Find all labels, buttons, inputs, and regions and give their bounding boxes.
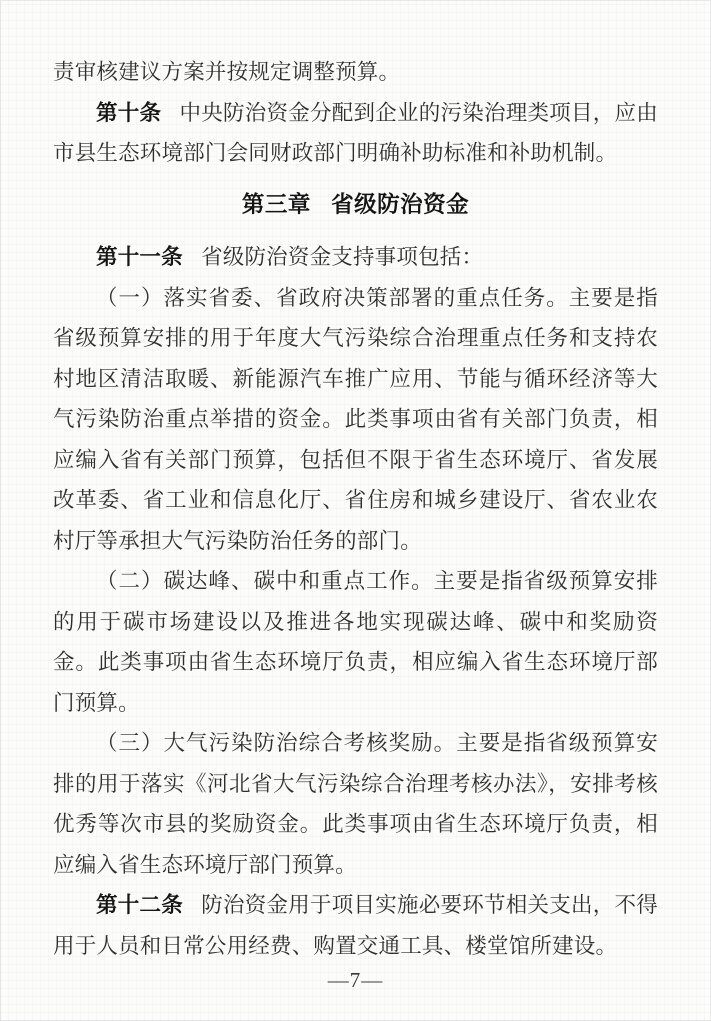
chapter-number: 第三章 — [241, 191, 311, 217]
article-11-label: 第十一条 — [96, 245, 183, 269]
paragraph-item-1: （一）落实省委、省政府决策部署的重点任务。主要是指省级预算安排的用于年度大气污染综合治理重点任务和支持农村地区清洁取暖、新能源汽车推广应用、节能与循环经济等大气污染防治重点举措的资金。此类事项由省有关部门负责，相应编入省有关部门预算，包括但不限于省生态环境厅、省发展改革委、省工业和信息化厅、省住房和城乡建设厅、省农业农村厅等承担大气污染防治任务的部门。 — [53, 285, 658, 553]
paragraph-article-11 — [53, 237, 658, 278]
article-12-label: 第十二条 — [96, 893, 184, 917]
chapter-heading — [53, 185, 658, 226]
article-11-text: 省级防治资金支持事项包括： — [201, 245, 484, 269]
article-12-text: 防治资金用于项目实施必要环节相关支出，不得用于人员和日常公用经费、购置交通工具、楼堂馆所建设。 — [53, 893, 658, 958]
document-body — [53, 52, 658, 966]
page-number: —7— — [327, 968, 384, 992]
chapter-title: 省级防治资金 — [331, 191, 470, 217]
paragraph-item-3: （三）大气污染防治综合考核奖励。主要是指省级预算安排的用于落实《河北省大气污染综合治理考核办法》，安排考核优秀等次市县的奖励资金。此类事项由省生态环境厅负责，相应编入省生态环境厅部门预算。 — [53, 731, 658, 877]
paragraph-article-10 — [53, 93, 658, 174]
article-10-label: 第十条 — [96, 100, 162, 125]
paragraph-article-12 — [53, 885, 658, 966]
paragraph-continuation: 责审核建议方案并按规定调整预算。 — [53, 60, 401, 84]
article-10-text: 中央防治资金分配到企业的污染治理类项目，应由市县生态环境部门会同财政部门明确补助标准和补助机制。 — [53, 100, 658, 165]
paragraph-item-2: （二）碳达峰、碳中和重点工作。主要是指省级预算安排的用于碳市场建设以及推进各地实现碳达峰、碳中和奖励资金。此类事项由省生态环境厅负责，相应编入省生态环境厅部门预算。 — [53, 569, 658, 715]
